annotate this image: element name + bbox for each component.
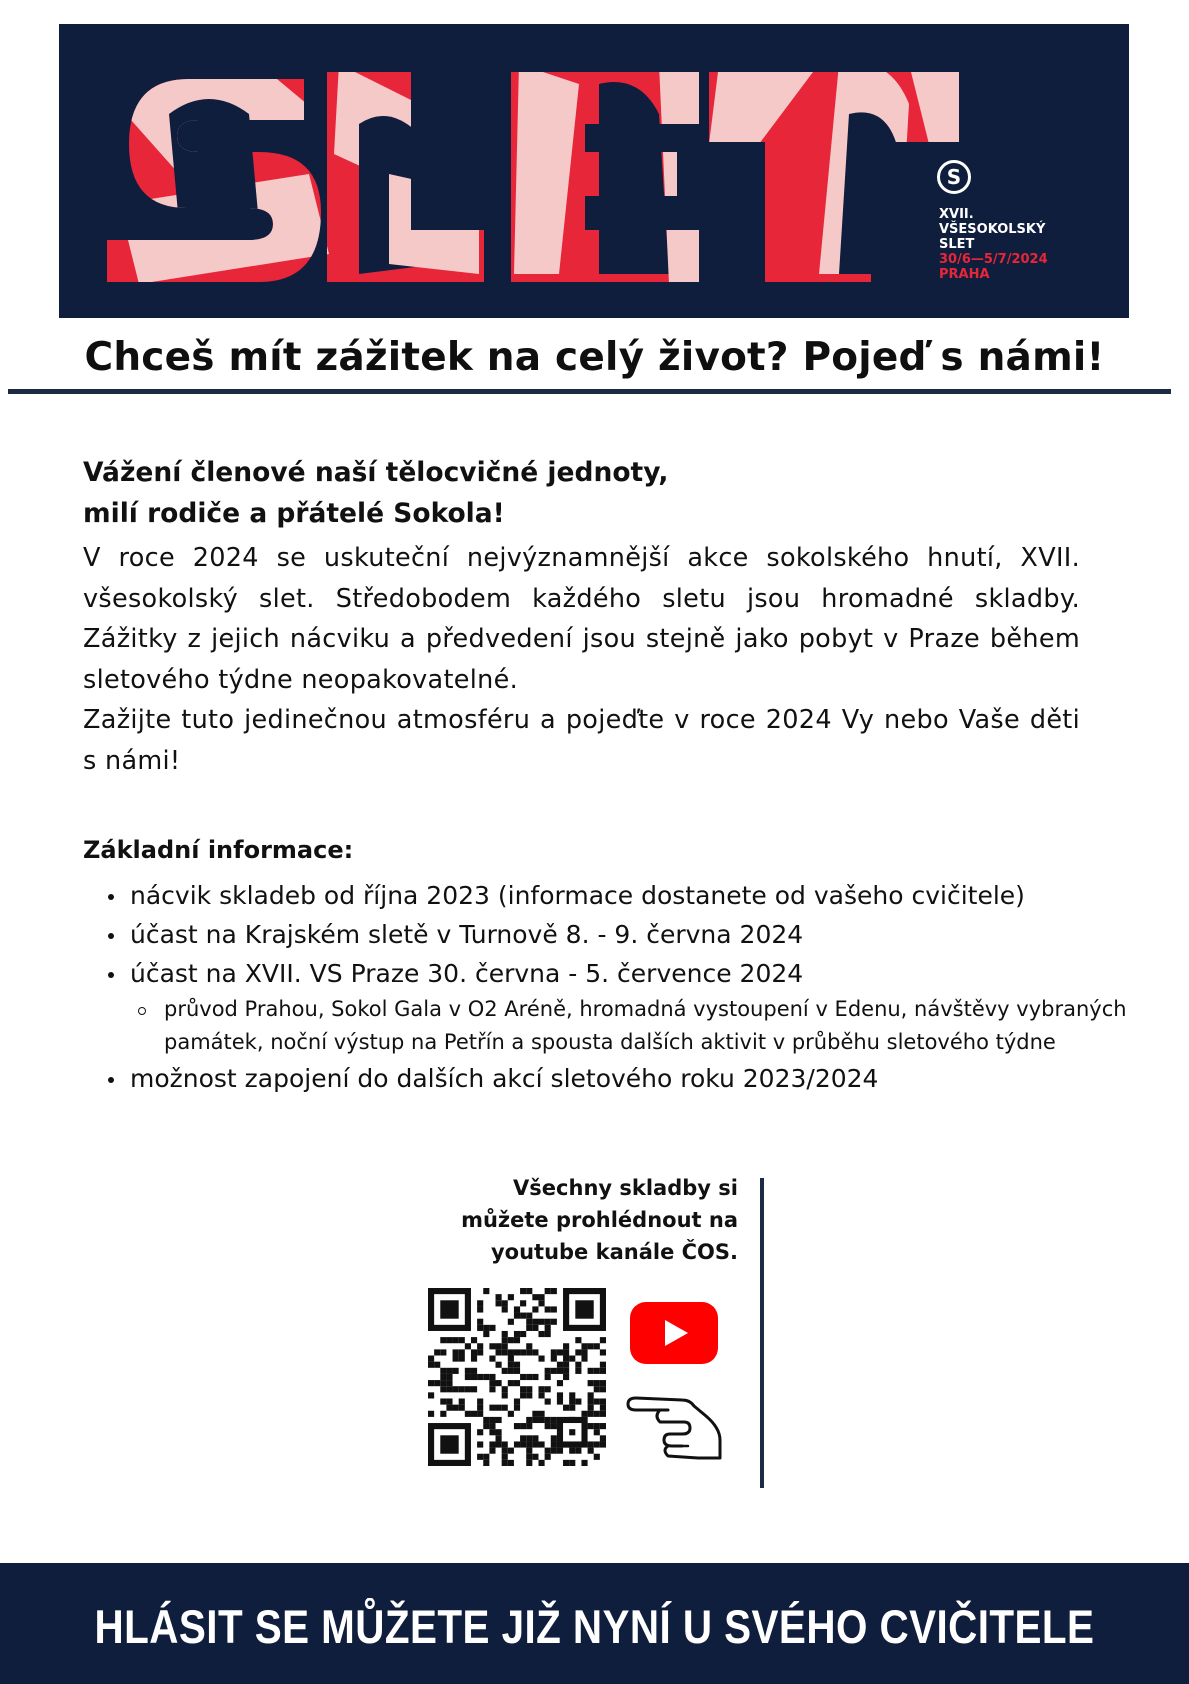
youtube-note-line: můžete prohlédnout na <box>461 1208 738 1232</box>
sokol-emblem-icon: S <box>937 160 971 194</box>
sub-list <box>130 993 1140 1059</box>
youtube-logo-icon[interactable] <box>630 1302 718 1364</box>
slet-info-line: VŠESOKOLSKÝ <box>939 222 1046 237</box>
youtube-note-line: Všechny skladby si <box>513 1176 738 1200</box>
list-item-text: účast na Krajském sletě v Turnově 8. - 9. června 2024 <box>130 920 804 949</box>
slet-info-line: SLET <box>939 237 975 252</box>
list-item <box>100 954 1140 1059</box>
list-item-text: účast na XVII. VS Praze 30. června - 5. července 2024 <box>130 959 804 988</box>
pointing-hand-icon <box>624 1394 724 1464</box>
info-title: Základní informace: <box>83 836 354 864</box>
slet-info <box>939 207 1119 282</box>
slet-city: PRAHA <box>939 267 990 282</box>
info-list <box>100 876 1140 1098</box>
greeting <box>83 452 1083 534</box>
headline-divider <box>8 389 1171 394</box>
sub-list-item <box>130 993 1140 1059</box>
youtube-note <box>420 1172 738 1268</box>
slet-info-line: XVII. <box>939 207 974 222</box>
page-headline: Chceš mít zážitek na celý život? Pojeď s námi! <box>84 335 1105 380</box>
list-item-text: nácvik skladeb od října 2023 (informace dostanete od vašeho cvičitele) <box>130 881 1025 910</box>
qr-code[interactable] <box>428 1288 606 1466</box>
intro-paragraph: V roce 2024 se uskuteční nejvýznamnější akce sokolského hnutí, XVII. všesokolský slet. Středobodem každého sletu jsou hromadné skladby. Zážitky z jejich nácviku a předvedení jsou stejně jako pobyt v Praze během sletového týdne neopakovatelné. <box>83 543 1080 695</box>
list-item-text: možnost zapojení do dalších akcí sletového roku 2023/2024 <box>130 1064 879 1093</box>
list-item <box>100 1059 1140 1098</box>
list-item <box>100 915 1140 954</box>
slet-dates: 30/6—5/7/2024 <box>939 252 1048 267</box>
greeting-line: Vážení členové naší tělocvičné jednoty, <box>83 457 669 488</box>
list-item <box>100 876 1140 915</box>
sub-list-item-text: průvod Prahou, Sokol Gala v O2 Aréně, hromadná vystoupení v Edenu, návštěvy vybraných památek, noční výstup na Petřín a spousta dalších aktivit v průběhu sletového týdne <box>164 997 1127 1054</box>
intro-paragraph: Zažijte tuto jedinečnou atmosféru a pojeďte v roce 2024 Vy nebo Vaše děti s námi! <box>83 705 1080 776</box>
footer-bar <box>0 1563 1189 1684</box>
youtube-note-line: youtube kanále ČOS. <box>490 1240 738 1264</box>
intro-text <box>83 538 1080 781</box>
slet-banner <box>59 24 1129 318</box>
vertical-divider <box>760 1178 764 1488</box>
greeting-line: milí rodiče a přátelé Sokola! <box>83 498 505 529</box>
footer-call-to-action: HLÁSIT SE MŮŽETE JIŽ NYNÍ U SVÉHO CVIČITELE <box>94 1600 1095 1653</box>
